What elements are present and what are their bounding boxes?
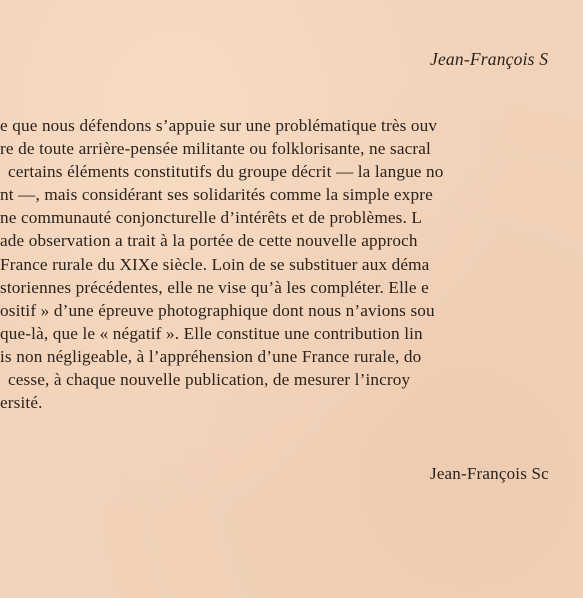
paragraph-line: ersité. [0, 393, 43, 413]
running-head-author: Jean-François S [430, 49, 549, 69]
paragraph-line: ade observation a trait à la portée de cette nouvelle approch [0, 231, 418, 251]
paragraph-line: ositif » d’une épreuve photographique dont nous n’avions sou [0, 300, 435, 320]
paragraph-line: e que nous défendons s’appuie sur une problématique très ouv [0, 116, 438, 135]
paragraph-line: que-là, que le « négatif ». Elle constitue une contribution lin [0, 323, 423, 343]
paragraph-line: is non négligeable, à l’appréhension d’une France rurale, do [0, 346, 422, 366]
paragraph-line: storiennes précédentes, elle ne vise qu’à les compléter. Elle e [0, 277, 429, 297]
paragraph-line: cesse, à chaque nouvelle publication, de mesurer l’incroy [8, 370, 411, 390]
paragraph-line: France rurale du XIXe siècle. Loin de se substituer aux déma [0, 254, 430, 274]
paragraph-line: re de toute arrière-pensée militante ou folklorisante, ne sacral [0, 139, 431, 159]
paragraph-line: nt —, mais considérant ses solidarités comme la simple expre [0, 185, 433, 205]
paragraph-line: certains éléments constitutifs du groupe décrit — la langue no [8, 162, 444, 182]
paragraph-line: ne communauté conjoncturelle d’intérêts et de problèmes. L [0, 208, 423, 228]
paragraph [0, 114, 583, 414]
signature-author: Jean-François Sc [430, 464, 549, 483]
